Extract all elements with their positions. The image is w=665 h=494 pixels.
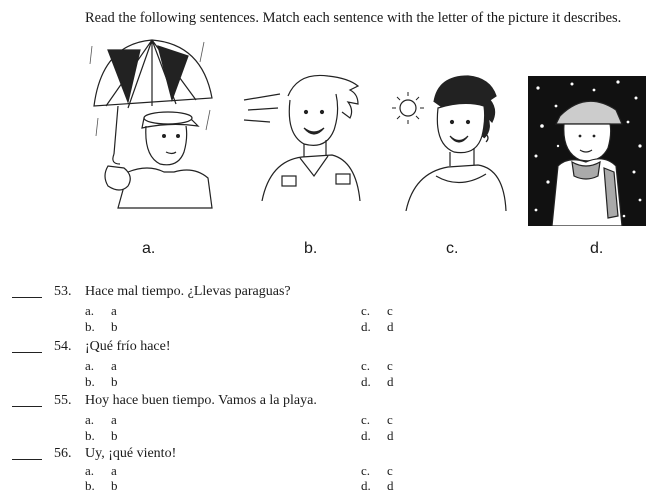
option-a[interactable] (85, 358, 117, 374)
option-value: d (387, 428, 394, 443)
instructions: Read the following sentences. Match each sentence with the letter of the picture it describes. (85, 10, 622, 26)
option-a[interactable] (85, 412, 117, 428)
option-label: c. (361, 358, 371, 373)
option-label: c. (361, 412, 371, 427)
option-value: a (111, 303, 117, 318)
sunny-woman-icon (388, 36, 508, 211)
option-label: d. (361, 478, 371, 493)
question-55 (0, 393, 665, 447)
picture-c (388, 36, 508, 211)
option-c[interactable] (361, 358, 393, 374)
option-value: d (387, 319, 394, 334)
question-number: 55. (54, 393, 72, 408)
option-value: b (111, 319, 118, 334)
picture-b-letter: b. (304, 240, 318, 257)
option-value: a (111, 412, 117, 427)
umbrella-rain-man-icon (88, 36, 218, 211)
option-value: b (111, 374, 118, 389)
option-label: b. (85, 374, 95, 389)
option-a[interactable] (85, 303, 117, 319)
option-label: d. (361, 319, 371, 334)
option-c[interactable] (361, 412, 393, 428)
picture-c-letter: c. (446, 240, 459, 257)
windy-man-icon (242, 36, 362, 201)
option-d[interactable] (361, 428, 394, 444)
question-number: 56. (54, 446, 72, 461)
question-text: Hoy hace buen tiempo. Vamos a la playa. (85, 393, 317, 408)
option-value: b (111, 478, 118, 493)
option-value: a (111, 463, 117, 478)
option-label: a. (85, 303, 95, 318)
question-53 (0, 284, 665, 338)
picture-a (88, 36, 218, 211)
question-text: Uy, ¡qué viento! (85, 446, 177, 461)
option-d[interactable] (361, 319, 394, 335)
option-value: c (387, 412, 393, 427)
option-value: d (387, 374, 394, 389)
option-d[interactable] (361, 478, 394, 494)
option-label: c. (361, 463, 371, 478)
answer-blank[interactable] (12, 297, 42, 298)
option-value: c (387, 303, 393, 318)
option-value: c (387, 358, 393, 373)
answer-blank[interactable] (12, 406, 42, 407)
option-label: a. (85, 412, 95, 427)
option-value: c (387, 463, 393, 478)
option-value: d (387, 478, 394, 493)
question-number: 53. (54, 284, 72, 299)
option-label: d. (361, 428, 371, 443)
option-value: a (111, 358, 117, 373)
option-c[interactable] (361, 303, 393, 319)
option-b[interactable] (85, 478, 118, 494)
picture-b (242, 36, 362, 201)
option-b[interactable] (85, 428, 118, 444)
option-label: c. (361, 303, 371, 318)
option-label: b. (85, 428, 95, 443)
question-54 (0, 339, 665, 393)
snowy-man-icon (528, 76, 646, 226)
option-label: a. (85, 463, 95, 478)
option-b[interactable] (85, 319, 118, 335)
question-text: ¡Qué frío hace! (85, 339, 171, 354)
question-number: 54. (54, 339, 72, 354)
picture-d-letter: d. (590, 240, 604, 257)
option-c[interactable] (361, 463, 393, 479)
option-label: a. (85, 358, 95, 373)
option-b[interactable] (85, 374, 118, 390)
question-text: Hace mal tiempo. ¿Llevas paraguas? (85, 284, 291, 299)
option-label: b. (85, 319, 95, 334)
answer-blank[interactable] (12, 352, 42, 353)
option-label: d. (361, 374, 371, 389)
option-d[interactable] (361, 374, 394, 390)
option-label: b. (85, 478, 95, 493)
picture-a-letter: a. (142, 240, 156, 257)
option-a[interactable] (85, 463, 117, 479)
question-56 (0, 446, 665, 491)
answer-blank[interactable] (12, 459, 42, 460)
picture-d (528, 76, 646, 226)
option-value: b (111, 428, 118, 443)
